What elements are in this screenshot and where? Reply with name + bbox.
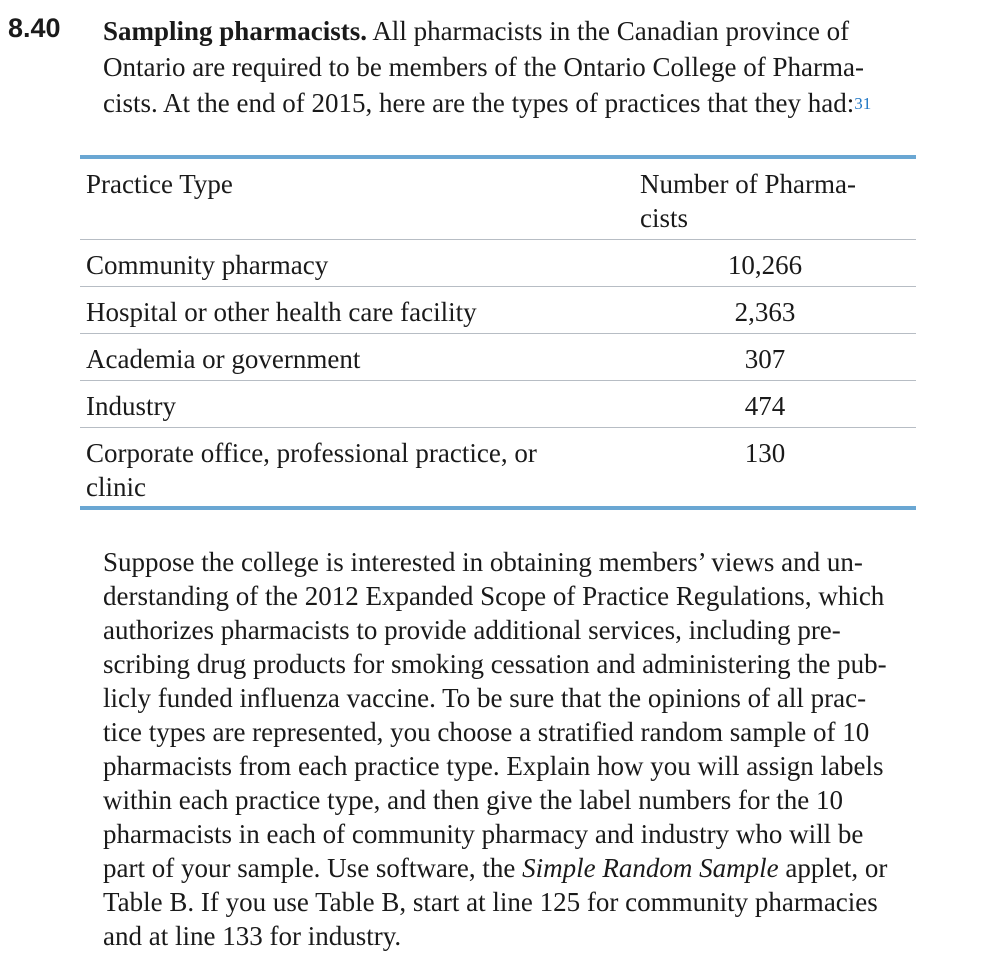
practice-type: Corporate office, professional practice, or clinic [86,438,537,502]
header-practice-type: Practice Type [86,169,233,199]
body-line: tice types are represented, you choose a stratified random sample of 10 [103,717,870,747]
body-line: and at line 133 for industry. [103,921,402,951]
practice-type: Academia or government [86,344,361,374]
pharmacist-count: 307 [744,344,786,374]
practice-type: Community pharmacy [86,250,329,280]
body-line: within each practice type, and then give the label numbers for the 10 [103,785,843,815]
practice-table [80,155,916,510]
table-row [80,427,916,506]
problem-title: Sampling pharmacists. [103,16,368,46]
intro-line-3: cists. At the end of 2015, here are the types of practices that they had:$^{31}$ [103,88,872,118]
table-header [80,159,916,239]
footnote-marker[interactable]: 31 [854,94,872,113]
problem-intro [103,13,983,125]
body-line: derstanding of the 2012 Expanded Scope of Practice Regulations, which [103,581,885,611]
pharmacist-count: 10,266 [727,250,803,280]
intro-line-2: Ontario are required to be members of the Ontario College of Pharma- [103,52,864,82]
table-row [80,286,916,333]
intro-line-1: Sampling pharmacists. All pharmacists in the Canadian province of [103,16,850,46]
pharmacist-count: 130 [744,438,786,468]
table-row [80,333,916,380]
table-row [80,239,916,286]
pharmacist-count: 2,363 [734,297,796,327]
body-line: Suppose the college is interested in obtaining members’ views and un- [103,547,863,577]
body-line: pharmacists in each of community pharmacy and industry who will be [103,819,864,849]
problem-body [103,545,983,953]
problem-number: 8.40 [8,13,61,43]
practice-type: Industry [86,391,176,421]
applet-name: Simple Random Sample [522,853,779,883]
body-line: scribing drug products for smoking cessation and administering the pub- [103,649,887,679]
practice-type: Hospital or other health care facility [86,297,477,327]
body-line: Table B. If you use Table B, start at line 125 for community pharmacies [103,887,878,917]
body-line: licly funded influenza vaccine. To be sure that the opinions of all prac- [103,683,867,713]
table-row [80,380,916,427]
pharmacist-count: 474 [744,391,786,421]
body-line: pharmacists from each practice type. Explain how you will assign labels [103,751,884,781]
body-line: part of your sample. Use software, the Simple Random Sample applet, or [103,853,888,883]
header-number: Number of Pharma- cists [640,169,856,233]
body-line: authorizes pharmacists to provide additional services, including pre- [103,615,841,645]
